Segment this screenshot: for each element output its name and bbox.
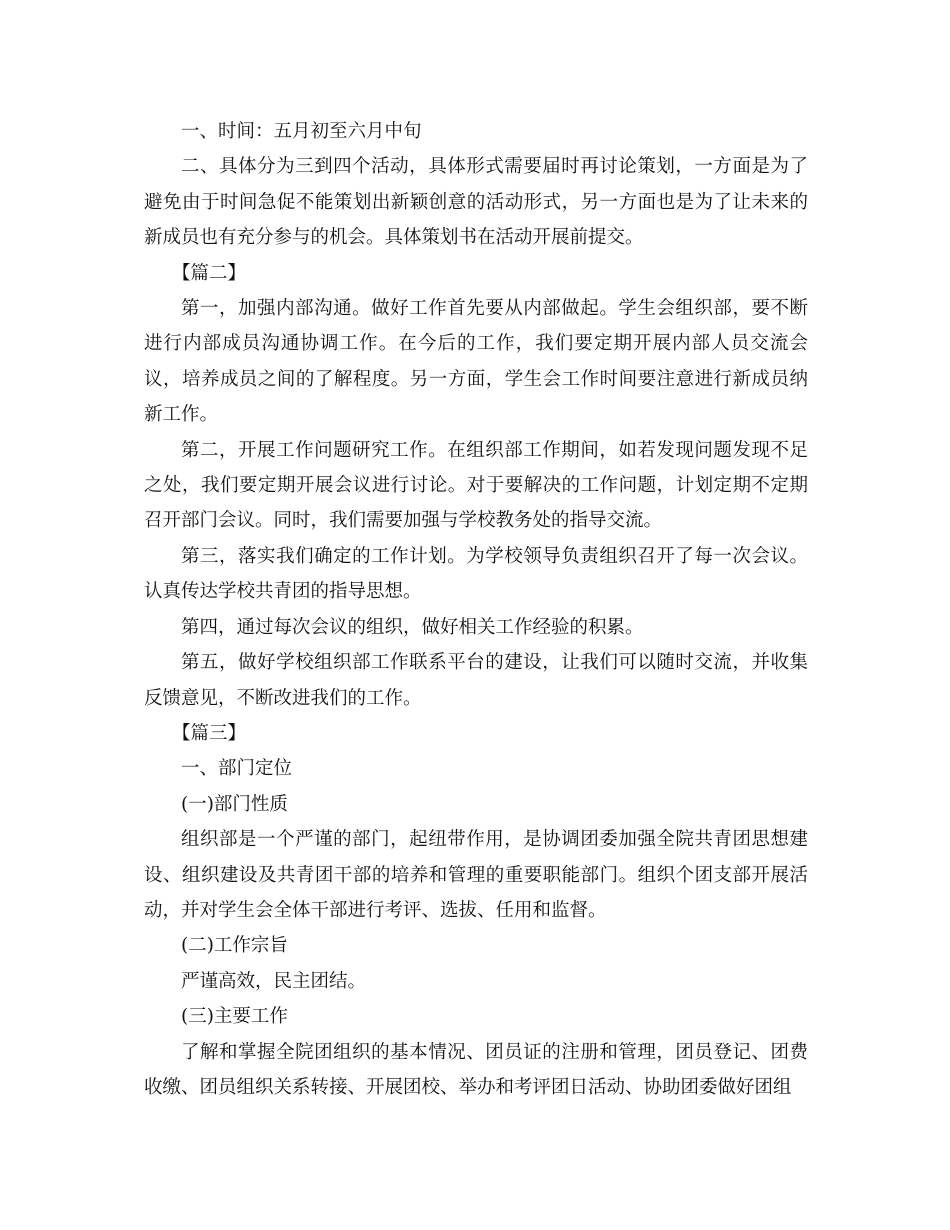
section-heading-part-two: 【篇二】 <box>172 262 247 284</box>
subheading-department-nature: (一)部门性质 <box>181 793 288 815</box>
paragraph-work-purpose: 严谨高效，民主团结。 <box>181 970 367 992</box>
paragraph-activities: 二、具体分为三到四个活动，具体形式需要届时再讨论策划，一方面是为了避免由于时间急促不能策划出新颖创意的活动形式，另一方面也是为了让未来的新成员也有充分参与的机会。具体策划书在活动开展前提交。 <box>144 156 808 249</box>
paragraph-fourth: 第四，通过每次会议的组织，做好相关工作经验的积累。 <box>181 616 644 638</box>
subheading-work-purpose: (二)工作宗旨 <box>181 935 288 957</box>
section-heading-part-three: 【篇三】 <box>172 722 247 744</box>
paragraph-first: 第一，加强内部沟通。做好工作首先要从内部做起。学生会组织部，要不断进行内部成员沟通协调工作。在今后的工作，我们要定期开展内部人员交流会议，培养成员之间的了解程度。另一方面，学生会工作时间要注意进行新成员纳新工作。 <box>144 298 808 426</box>
paragraph-fifth: 第五，做好学校组织部工作联系平台的建设，让我们可以随时交流，并收集反馈意见，不断改进我们的工作。 <box>144 652 808 709</box>
paragraph-department-nature: 组织部是一个严谨的部门，起纽带作用，是协调团委加强全院共青团思想建设、组织建设及共青团干部的培养和管理的重要职能部门。组织个团支部开展活动，并对学生会全体干部进行考评、选拔、任用和监督。 <box>144 829 808 921</box>
subheading-main-work: (三)主要工作 <box>181 1006 288 1028</box>
document-body <box>144 114 808 1105</box>
paragraph-second: 第二，开展工作问题研究工作。在组织部工作期间，如若发现问题发现不足之处，我们要定期开展会议进行讨论。对于要解决的工作问题，计划定期不定期召开部门会议。同时，我们需要加强与学校教务处的指导交流。 <box>144 439 808 532</box>
paragraph-third: 第三，落实我们确定的工作计划。为学校领导负责组织召开了每一次会议。认真传达学校共青团的指导思想。 <box>144 545 808 603</box>
paragraph-main-work: 了解和掌握全院团组织的基本情况、团员证的注册和管理，团员登记、团费收缴、团员组织关系转接、开展团校、举办和考评团日活动、协助团委做好团组 <box>144 1041 808 1098</box>
subheading-department-position: 一、部门定位 <box>181 758 293 780</box>
paragraph-time: 一、时间：五月初至六月中旬 <box>181 121 422 142</box>
